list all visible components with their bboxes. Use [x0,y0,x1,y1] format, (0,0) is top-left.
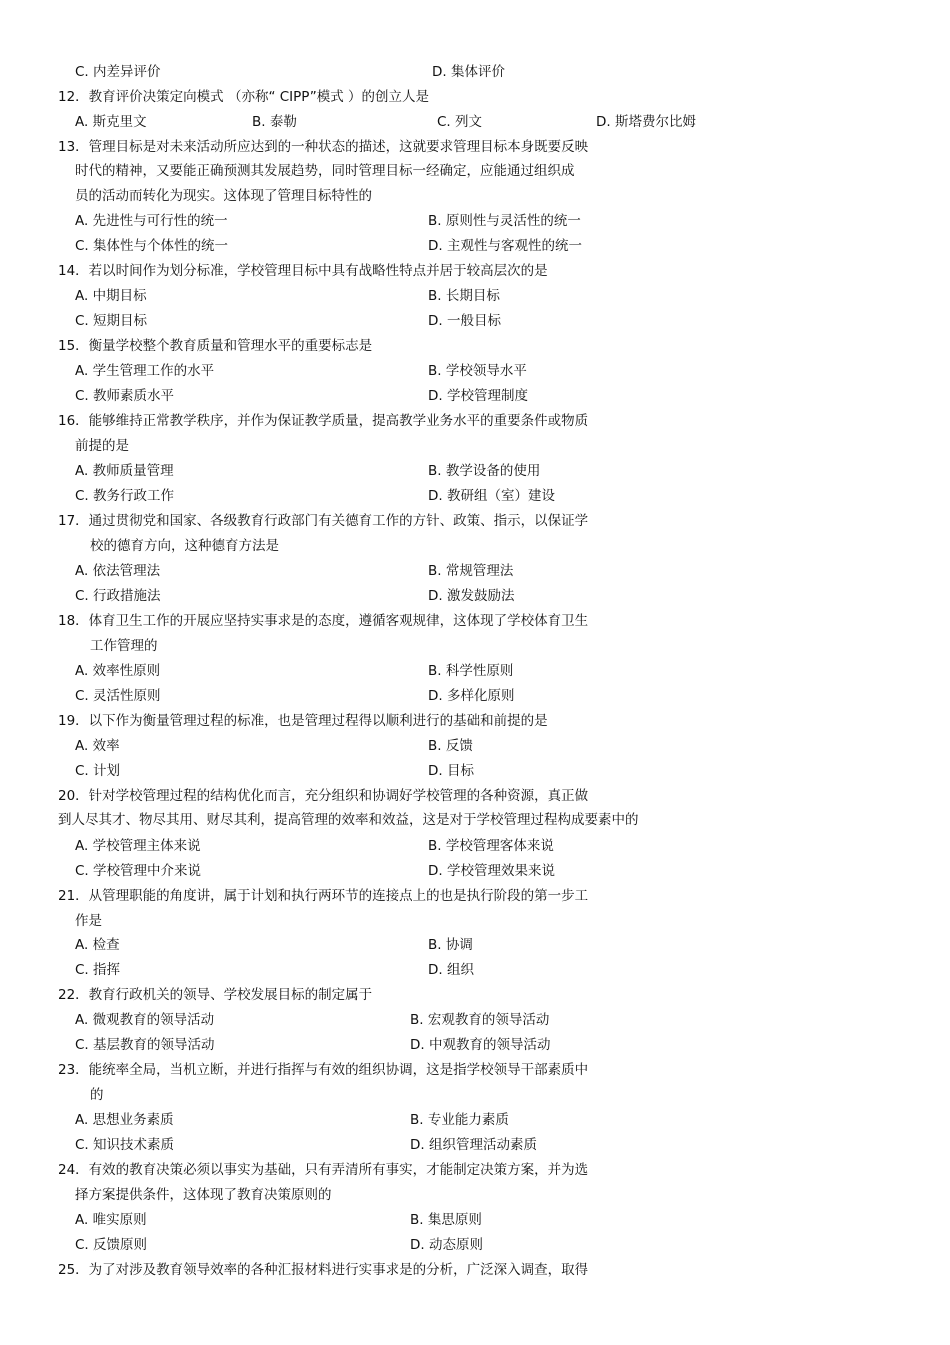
option-text: A. 效率性原则 [75,663,161,679]
option-text: B. 学校领导水平 [428,363,527,379]
question-text: 19．以下作为衡量管理过程的标准，也是管理过程得以顺利进行的基础和前提的是 [58,713,548,729]
question-text: 21．从管理职能的角度讲，属于计划和执行两环节的连接点上的也是执行阶段的第一步工 [58,888,589,904]
question-text: 18．体育卫生工作的开展应坚持实事求是的态度，遵循客观规律，这体现了学校体育卫生 [58,613,589,629]
option-text: C. 指挥 [75,962,121,978]
question-text: 23．能统率全局，当机立断，并进行指挥与有效的组织协调，这是指学校领导干部素质中 [58,1062,589,1078]
option-text: D. 目标 [428,763,474,779]
question-text: 校的德育方向，这种德育方法是 [90,538,279,554]
option-text: D. 多样化原则 [428,688,515,704]
option-text: D. 一般目标 [428,313,501,329]
question-text: 20．针对学校管理过程的结构优化而言，充分组织和协调好学校管理的各种资源，真正做 [58,788,589,804]
option-text: B. 集思原则 [410,1212,482,1228]
option-text: D. 教研组（室）建设 [428,488,555,504]
option-text: C. 集体性与个体性的统一 [75,238,229,254]
option-text: C. 灵活性原则 [75,688,161,704]
option-text: C. 教师素质水平 [75,388,175,404]
option-text: A. 唯实原则 [75,1212,147,1228]
option-text: B. 长期目标 [428,288,500,304]
option-text: B. 教学设备的使用 [428,463,541,479]
option-text: D. 集体评价 [432,64,505,80]
option-text: C. 列文 [437,114,483,130]
option-text: D. 组织 [428,962,474,978]
question-text: 作是 [75,913,102,929]
option-text: B. 原则性与灵活性的统一 [428,213,581,229]
question-text: 工作管理的 [90,638,158,654]
option-text: D. 组织管理活动素质 [410,1137,537,1153]
question-text: 16．能够维持正常教学秩序，并作为保证教学质量，提高教学业务水平的重要条件或物质 [58,413,589,429]
option-text: A. 学校管理主体来说 [75,838,201,854]
option-text: C. 计划 [75,763,121,779]
option-text: A. 学生管理工作的水平 [75,363,215,379]
option-text: A. 微观教育的领导活动 [75,1012,215,1028]
question-text: 24．有效的教育决策必须以事实为基础，只有弄清所有事实，才能制定决策方案，并为选 [58,1162,589,1178]
option-text: C. 反馈原则 [75,1237,148,1253]
option-text: D. 中观教育的领导活动 [410,1037,551,1053]
option-text: D. 学校管理效果来说 [428,863,555,879]
option-text: B. 常规管理法 [428,563,514,579]
question-text: 14．若以时间作为划分标准，学校管理目标中具有战略性特点并居于较高层次的是 [58,263,548,279]
question-text: 12．教育评价决策定向模式 （亦称“ CIPP”模式 ）的创立人是 [58,89,429,105]
question-text: 到人尽其才、物尽其用、财尽其利，提高管理的效率和效益，这是对于学校管理过程构成要素中的 [58,812,639,828]
option-text: A. 中期目标 [75,288,147,304]
option-text: D. 激发鼓励法 [428,588,515,604]
option-text: D. 斯塔费尔比姆 [596,114,696,130]
option-text: A. 先进性与可行性的统一 [75,213,228,229]
option-text: D. 动态原则 [410,1237,483,1253]
option-text: B. 专业能力素质 [410,1112,509,1128]
option-text: C. 内差异评价 [75,64,161,80]
question-text: 17．通过贯彻党和国家、各级教育行政部门有关德育工作的方针、政策、指示，以保证学 [58,513,589,529]
option-text: A. 检查 [75,937,120,953]
question-text: 15．衡量学校整个教育质量和管理水平的重要标志是 [58,338,373,354]
question-text: 前提的是 [75,438,129,454]
option-text: A. 教师质量管理 [75,463,174,479]
option-text: A. 斯克里文 [75,114,147,130]
option-text: B. 协调 [428,937,473,953]
option-text: B. 宏观教育的领导活动 [410,1012,550,1028]
option-text: C. 行政措施法 [75,588,161,604]
option-text: C. 学校管理中介来说 [75,863,202,879]
option-text: C. 短期目标 [75,313,148,329]
option-text: C. 教务行政工作 [75,488,175,504]
question-text: 22．教育行政机关的领导、学校发展目标的制定属于 [58,987,373,1003]
option-text: A. 思想业务素质 [75,1112,174,1128]
option-text: B. 反馈 [428,738,473,754]
option-text: B. 泰勒 [252,114,297,130]
question-text: 的 [90,1087,104,1103]
question-text: 员的活动而转化为现实。这体现了管理目标特性的 [75,188,372,204]
option-text: A. 效率 [75,738,120,754]
option-text: A. 依法管理法 [75,563,161,579]
option-text: C. 基层教育的领导活动 [75,1037,215,1053]
option-text: D. 学校管理制度 [428,388,528,404]
question-text: 择方案提供条件，这体现了教育决策原则的 [75,1187,332,1203]
option-text: B. 学校管理客体来说 [428,838,554,854]
question-text: 13．管理目标是对未来活动所应达到的一种状态的描述，这就要求管理目标本身既要反映 [58,139,589,155]
option-text: B. 科学性原则 [428,663,514,679]
option-text: C. 知识技术素质 [75,1137,175,1153]
question-text: 25．为了对涉及教育领导效率的各种汇报材料进行实事求是的分析，广泛深入调查，取得 [58,1262,589,1278]
question-text: 时代的精神，又要能正确预测其发展趋势，同时管理目标一经确定，应能通过组织成 [75,163,575,179]
option-text: D. 主观性与客观性的统一 [428,238,582,254]
